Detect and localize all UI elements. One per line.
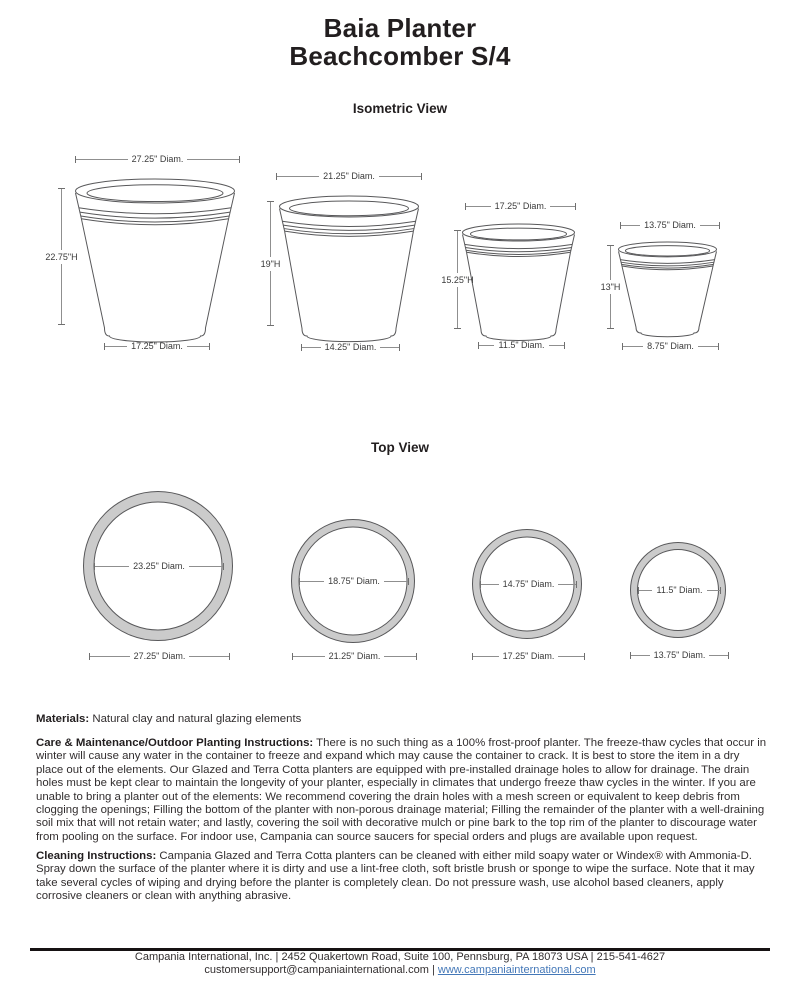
cleaning-label: Cleaning Instructions: <box>36 850 157 862</box>
dim-ring3-outer-diameter <box>472 653 585 660</box>
dim-label: 22.75"H <box>45 251 78 262</box>
footer-email: customersupport@campaniainternational.com <box>204 964 429 976</box>
dim-label: 21.25" Diam. <box>328 651 381 661</box>
dim-pot4-bottom-diameter <box>622 343 719 350</box>
page-title <box>0 14 800 70</box>
dim-label: 14.75" Diam. <box>502 579 555 589</box>
footer-contact <box>0 964 800 977</box>
cleaning-paragraph <box>36 850 769 904</box>
dim-pot2-bottom-diameter <box>301 344 400 351</box>
isometric-pot-drawing-1 <box>72 176 238 343</box>
dim-pot4-height <box>600 245 621 329</box>
dim-label: 13.75" Diam. <box>653 650 706 660</box>
product-name: Baia Planter <box>323 13 477 43</box>
materials-label: Materials: <box>36 713 90 725</box>
dim-label: 13"H <box>600 282 621 292</box>
dim-pot3-height <box>441 230 474 329</box>
dim-ring1-outer-diameter <box>89 653 230 660</box>
isometric-pot-drawing-2 <box>276 193 422 343</box>
dim-label: 17.25" Diam. <box>131 341 183 351</box>
dim-pot2-height <box>260 201 281 326</box>
dim-label: 19"H <box>260 258 281 269</box>
dim-label: 14.25" Diam. <box>324 342 377 352</box>
care-paragraph <box>36 737 769 844</box>
dim-ring4-inner-diameter <box>638 587 721 594</box>
dim-label: 17.25" Diam. <box>494 201 547 211</box>
footer-company-info: Campania International, Inc. | 2452 Quakertown Road, Suite 100, Pennsburg, PA 18073 USA | 215-541-4627 <box>134 951 666 963</box>
isometric-view-heading: Isometric View <box>352 101 448 116</box>
dim-label: 13.75" Diam. <box>644 220 696 230</box>
isometric-pot-drawing-4 <box>615 239 720 340</box>
website-link[interactable]: www.campaniainternational.com <box>437 964 596 976</box>
dim-label: 8.75" Diam. <box>647 341 694 351</box>
dim-label: 18.75" Diam. <box>328 576 380 586</box>
care-label: Care & Maintenance/Outdoor Planting Instructions: <box>36 737 314 749</box>
top-view-heading: Top View <box>370 440 429 455</box>
dim-ring2-outer-diameter <box>292 653 417 660</box>
dim-pot1-height <box>45 188 78 325</box>
product-set: Beachcomber S/4 <box>289 41 511 71</box>
dim-label: 27.25" Diam. <box>131 154 184 164</box>
dim-label: 21.25" Diam. <box>323 171 375 181</box>
materials-text: Natural clay and natural glazing elements <box>92 713 302 725</box>
care-text: There is no such thing as a 100% frost-proof planter. The freeze-thaw cycles that occur in winter will cause any water in the container to freeze and expand which may cause the container to crack. It is best to store the item in a dry place out of the elements. Our Glazed and Terra Cotta planters are equipped with pre-installed drainage holes to allow for drainage. The drain holes must be kept clear to maintain the longevity of your planter, especially in climates that undergo freeze thaw cycles in the winter. If you are unable to bring a planter out of the elements: We recommend covering the drain holes with a mesh screen or equivalent to keep debris from clogging the openings; Filling the bottom of the planter with non-porous drainage material; Filling the remainder of the planter with a well-draining soil mix that will not retain water; and lastly, covering the soil with decorative mulch or pine bark to the top rim of the planter to discourage water from pooling on the surface. For indoor use, Campania can source saucers for special orders and plugs are available upon request. <box>36 737 767 843</box>
dim-label: 11.5" Diam. <box>498 340 545 350</box>
dim-label: 11.5" Diam. <box>656 585 703 595</box>
dim-label: 17.25" Diam. <box>502 651 555 661</box>
materials-line <box>36 713 769 726</box>
dim-ring4-outer-diameter <box>630 652 729 659</box>
cleaning-text: Campania Glazed and Terra Cotta planters can be cleaned with either mild soapy water or Windex® with Ammonia-D. Spray down the surface of the planter where it is dirty and use a lint-free cloth, soft bristle brush or sponge to wipe the surface. Note that it may take several cycles of wiping and drying before the planter is completely clean. Do not pressure wash, use alcohol based cleaners, apply corrosive cleaners or clean with anything abrasive. <box>36 850 755 903</box>
dim-pot4-top-diameter <box>620 222 720 229</box>
dim-pot1-bottom-diameter <box>104 343 210 350</box>
dim-ring3-inner-diameter <box>480 581 577 588</box>
footer-separator: | <box>431 964 435 976</box>
dim-pot3-top-diameter <box>465 203 576 210</box>
dim-label: 27.25" Diam. <box>133 651 186 661</box>
isometric-pot-drawing-3 <box>459 221 578 343</box>
dim-ring1-inner-diameter <box>94 563 224 570</box>
dim-ring2-inner-diameter <box>299 578 409 585</box>
dim-pot3-bottom-diameter <box>478 342 565 349</box>
dim-pot2-top-diameter <box>276 173 422 180</box>
dim-label: 23.25" Diam. <box>133 561 185 571</box>
dim-label: 15.25"H <box>441 274 474 285</box>
dim-pot1-top-diameter <box>75 156 240 163</box>
